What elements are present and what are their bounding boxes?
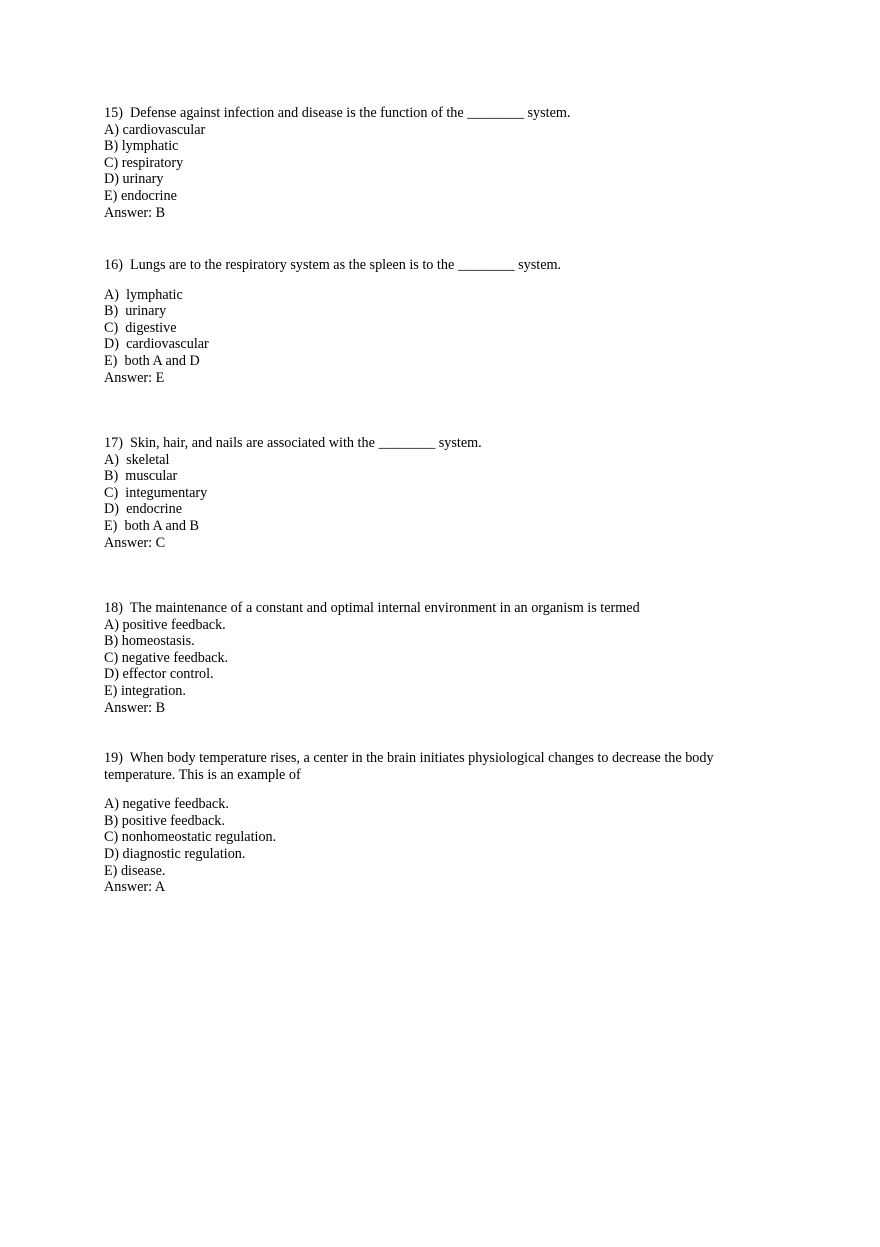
question-18 <box>104 600 744 716</box>
answer: Answer: B <box>104 204 166 221</box>
option-c: C) nonhomeostatic regulation. <box>104 829 277 846</box>
option-e: E) both A and B <box>104 517 199 534</box>
option-d: D) urinary <box>104 171 164 188</box>
option-e: E) both A and D <box>104 352 200 369</box>
question-stem: 16) Lungs are to the respiratory system as the spleen is to the ________ system. <box>104 257 562 273</box>
option-d: D) diagnostic regulation. <box>104 845 246 862</box>
question-19 <box>104 750 744 896</box>
option-b: B) lymphatic <box>104 138 179 155</box>
option-c: C) respiratory <box>104 154 184 171</box>
option-d: D) effector control. <box>104 666 214 683</box>
option-a: A) lymphatic <box>104 286 183 303</box>
option-b: B) positive feedback. <box>104 812 225 829</box>
option-a: A) positive feedback. <box>104 616 226 633</box>
question-17 <box>104 435 744 551</box>
answer: Answer: E <box>104 369 165 386</box>
question-15 <box>104 105 744 221</box>
answer: Answer: C <box>104 534 166 551</box>
option-e: E) endocrine <box>104 187 177 204</box>
option-a: A) cardiovascular <box>104 121 206 138</box>
option-b: B) urinary <box>104 303 167 320</box>
question-stem: 17) Skin, hair, and nails are associated with the ________ system. <box>104 435 482 451</box>
option-b: B) homeostasis. <box>104 633 195 650</box>
option-e: E) disease. <box>104 862 166 879</box>
question-stem: 18) The maintenance of a constant and optimal internal environment in an organism is termed <box>104 600 640 616</box>
answer: Answer: B <box>104 699 166 716</box>
option-c: C) integumentary <box>104 484 208 501</box>
answer: Answer: A <box>104 879 166 896</box>
option-b: B) muscular <box>104 468 178 485</box>
question-stem-line-1: 19) When body temperature rises, a center in the brain initiates physiological changes to decrease the body <box>104 750 714 766</box>
option-d: D) endocrine <box>104 501 182 518</box>
question-stem: 15) Defense against infection and disease is the function of the ________ system. <box>104 105 571 121</box>
question-stem-line-2: temperature. This is an example of <box>104 766 301 783</box>
option-d: D) cardiovascular <box>104 336 209 353</box>
option-a: A) negative feedback. <box>104 796 229 813</box>
option-c: C) digestive <box>104 319 177 336</box>
option-a: A) skeletal <box>104 451 170 468</box>
option-c: C) negative feedback. <box>104 649 229 666</box>
option-e: E) integration. <box>104 682 186 699</box>
question-16 <box>104 257 744 386</box>
